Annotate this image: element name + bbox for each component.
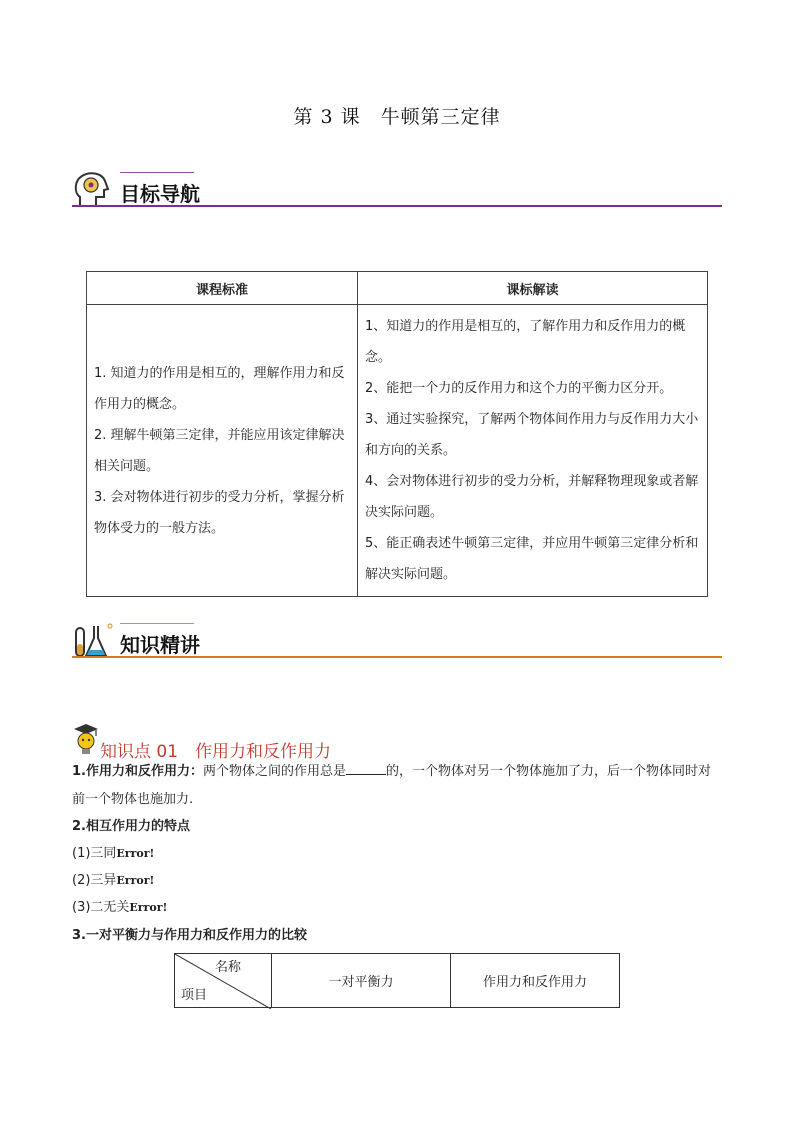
standards-cell [87, 305, 358, 597]
diag-bottom-label: 项目 [181, 988, 208, 1003]
section-label: 目标导航 [120, 182, 200, 206]
error-marker: Error! [116, 847, 155, 860]
list-item: 1、知道力的作用是相互的，了解作用力和反作用力的概念。 [365, 319, 686, 365]
diag-top-label: 名称 [214, 960, 241, 975]
header-bottom-rule [72, 205, 722, 207]
knowledge-point-title: 知识点 01 作用力和反作用力 [100, 742, 332, 762]
list-item: 1. 知道力的作用是相互的，理解作用力和反作用力的概念。 [94, 365, 345, 412]
interpretation-cell [358, 305, 708, 597]
graduate-bulb-icon [72, 722, 100, 756]
section-header-goals [72, 169, 722, 211]
list-item [72, 894, 722, 922]
table-header-row [87, 272, 708, 305]
course-standards-table [86, 271, 708, 597]
definition-text-a: 两个物体之间的作用总是 [202, 764, 346, 779]
header-bottom-rule [72, 656, 722, 658]
list-item: 2、能把一个力的反作用力和这个力的平衡力区分开。 [365, 381, 673, 396]
list-item [72, 840, 722, 868]
section-label: 知识精讲 [120, 633, 200, 657]
header-top-rule [120, 172, 194, 173]
subheading-characteristics: 2.相互作用力的特点 [72, 819, 190, 834]
list-item: 3、通过实验探究，了解两个物体间作用力与反作用力大小和方向的关系。 [365, 412, 699, 458]
comparison-table [174, 953, 620, 1008]
list-item: 5、能正确表述牛顿第三定律，并应用牛顿第三定律分析和解决实际问题。 [365, 536, 699, 582]
fill-in-blank [346, 760, 386, 775]
section-header-knowledge [72, 620, 722, 662]
definition-term: 1.作用力和反作用力： [72, 764, 203, 779]
table-row [87, 305, 708, 597]
column-header: 一对平衡力 [272, 954, 451, 1008]
list-item: 2. 理解牛顿第三定律，并能应用该定律解决相关问题。 [94, 427, 345, 474]
subheading-comparison: 3.一对平衡力与作用力和反作用力的比较 [72, 928, 307, 943]
column-header: 课标解读 [358, 272, 708, 305]
item-label: (1)三同 [72, 846, 117, 861]
list-item: 4、会对物体进行初步的受力分析，并解释物理现象或者解决实际问题。 [365, 474, 699, 520]
list-item: 3. 会对物体进行初步的受力分析，掌握分析物体受力的一般方法。 [94, 489, 345, 536]
item-label: (2)三异 [72, 873, 117, 888]
diagonal-header-cell [175, 954, 272, 1008]
page-title: 第 3 课 牛顿第三定律 [293, 106, 501, 128]
definition-text-b: 的，一个物体对另一个物体施加了力，后一个物体同时对前一个物体也施加力. [72, 764, 712, 807]
table-row [175, 954, 620, 1008]
paragraph-definition [72, 758, 722, 814]
error-marker: Error! [129, 901, 168, 914]
column-header: 课程标准 [87, 272, 358, 305]
error-marker: Error! [116, 874, 155, 887]
list-item [72, 867, 722, 895]
header-top-rule [120, 623, 194, 624]
item-label: (3)二无关 [72, 900, 130, 915]
column-header: 作用力和反作用力 [451, 954, 620, 1008]
